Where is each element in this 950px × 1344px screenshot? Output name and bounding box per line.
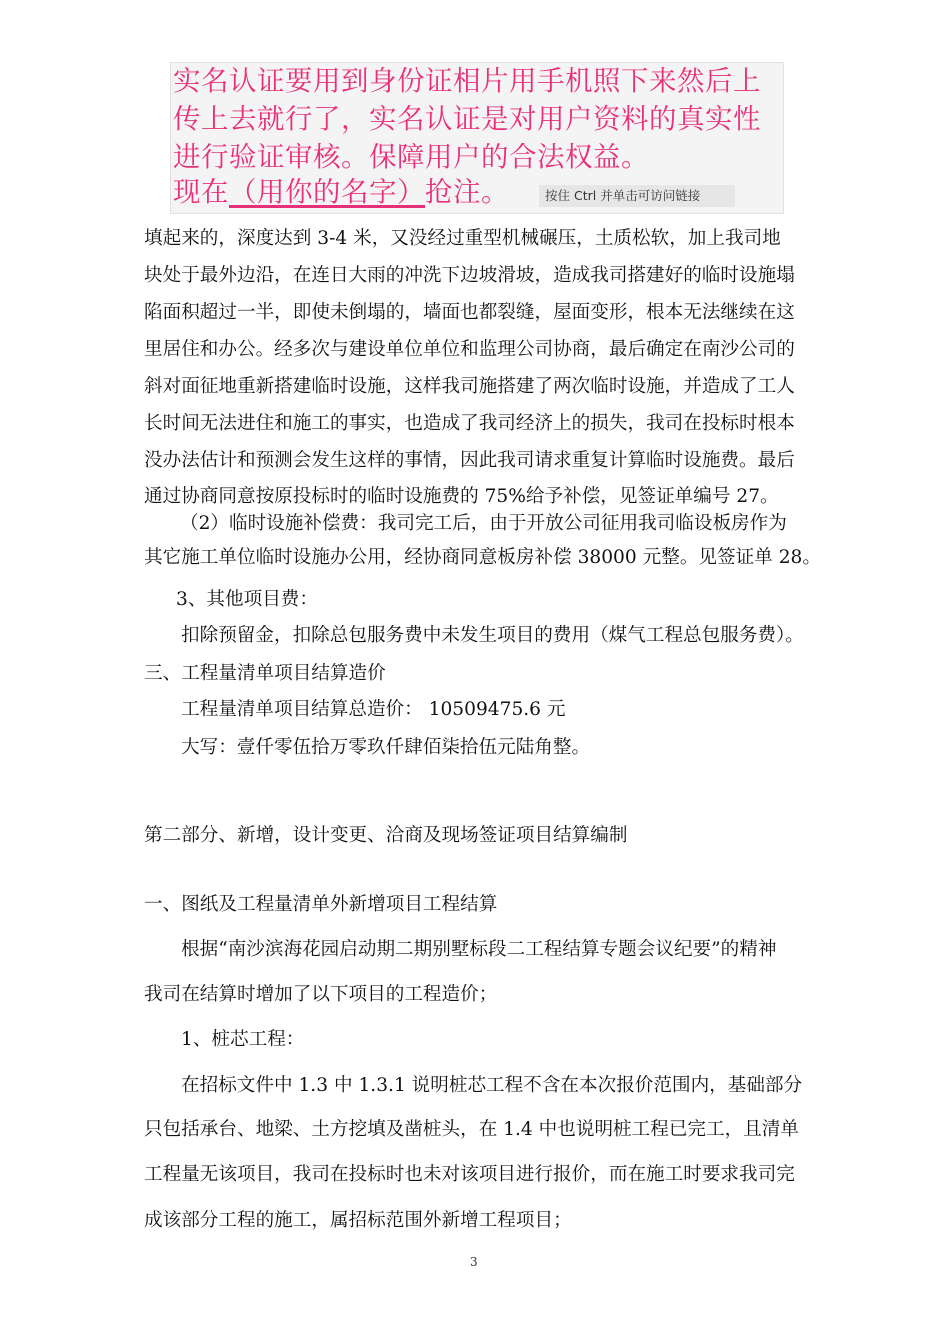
text-line: 块处于最外边沿，在连日大雨的冲洗下边坡滑坡，造成我司搭建好的临时设施塌: [144, 265, 795, 286]
banner-line-1: 实名认证要用到身份证相片用手机照下来然后上: [173, 65, 761, 97]
item3-title: 3、其他项目费：: [176, 589, 318, 610]
total-price: 工程量清单项目结算总造价： 10509475.6 元: [181, 699, 566, 720]
banner-line-3: 进行验证审核。保障用户的合法权益。: [173, 141, 649, 173]
text-line: 根据“南沙滨海花园启动期二期别墅标段二工程结算专题会议纪要”的精神: [181, 939, 777, 960]
banner-suffix: 抢注。: [425, 176, 509, 208]
text-line: 通过协商同意按原投标时的临时设施费的 75%给予补偿，见签证单编号 27。: [144, 486, 779, 507]
text-line: 陷面积超过一半，即使未倒塌的，墙面也都裂缝，屋面变形，根本无法继续在这: [144, 302, 795, 323]
text-line: 其它施工单位临时设施办公用，经协商同意板房补偿 38000 元整。见签证单 28。: [144, 547, 821, 568]
text-line: 长时间无法进住和施工的事实，也造成了我司经济上的损失，我司在投标时根本: [144, 413, 795, 434]
link-tooltip: 按住 Ctrl 并单击可访问链接: [539, 185, 735, 207]
section1-title: 一、图纸及工程量清单外新增项目工程结算: [144, 894, 498, 915]
section3-title: 三、工程量清单项目结算造价: [144, 663, 386, 684]
text-line: 成该部分工程的施工，属招标范围外新增工程项目；: [144, 1210, 572, 1231]
ad-banner-image: [170, 62, 784, 214]
text-line: 斜对面征地重新搭建临时设施，这样我司施搭建了两次临时设施，并造成了工人: [144, 376, 795, 397]
text-line: （2）临时设施补偿费：我司完工后，由于开放公司征用我司临设板房作为: [180, 513, 787, 534]
item3-body: 扣除预留金，扣除总包服务费中未发生项目的费用（煤气工程总包服务费）。: [181, 625, 804, 646]
text-line: 在招标文件中 1.3 中 1.3.1 说明桩芯工程不含在本次报价范围内，基础部分: [181, 1075, 803, 1096]
text-line: 没办法估计和预测会发生这样的事情，因此我司请求重复计算临时设施费。最后: [144, 450, 795, 471]
banner-line-2: 传上去就行了，实名认证是对用户资料的真实性: [173, 103, 761, 135]
item1-title: 1、桩芯工程：: [181, 1029, 305, 1050]
page-number: 3: [470, 1255, 478, 1269]
banner-prefix: 现在: [173, 176, 229, 208]
text-line: 工程量无该项目，我司在投标时也未对该项目进行报价，而在施工时要求我司完: [144, 1164, 795, 1185]
text-line: 里居住和办公。经多次与建设单位单位和监理公司协商，最后确定在南沙公司的: [144, 339, 795, 360]
banner-link[interactable]: （用你的名字）: [229, 176, 425, 208]
text-line: 填起来的，深度达到 3-4 米，又没经过重型机械碾压，土质松软，加上我司地: [144, 228, 781, 249]
total-in-words: 大写：壹仟零伍拾万零玖仟肆佰柒拾伍元陆角整。: [181, 737, 591, 758]
text-line: 只包括承台、地梁、土方挖填及凿桩头，在 1.4 中也说明桩工程已完工，且清单: [144, 1119, 799, 1140]
part2-title: 第二部分、新增，设计变更、洽商及现场签证项目结算编制: [144, 825, 628, 846]
banner-line-4: [173, 176, 509, 208]
text-line: 我司在结算时增加了以下项目的工程造价；: [144, 984, 498, 1005]
